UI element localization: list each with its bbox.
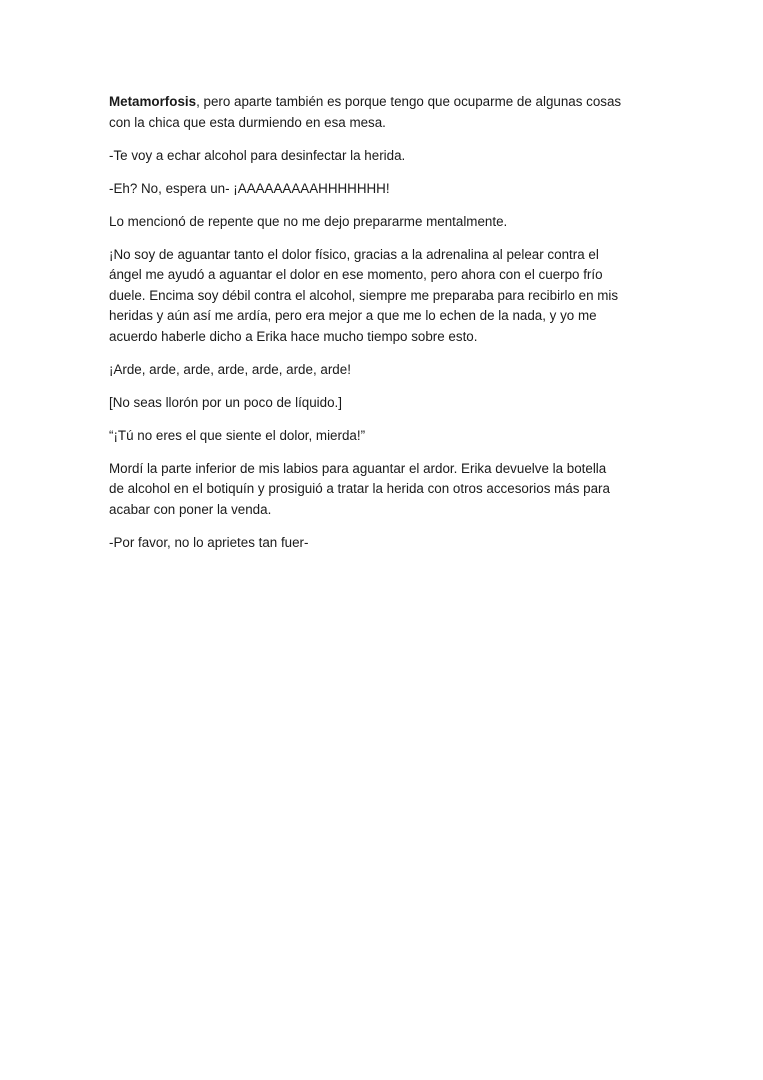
paragraph xyxy=(109,212,659,233)
paragraph xyxy=(109,426,659,447)
paragraph xyxy=(109,92,659,133)
paragraph xyxy=(109,179,659,200)
document-body xyxy=(109,92,659,566)
text-line: Mordí la parte inferior de mis labios para aguantar el ardor. Erika devuelve la botella xyxy=(109,460,607,476)
text-line: [No seas llorón por un poco de líquido.] xyxy=(109,394,342,410)
text-line: ángel me ayudó a aguantar el dolor en ese momento, pero ahora con el cuerpo frío xyxy=(109,267,603,282)
book-title: Metamorfosis xyxy=(109,94,197,109)
paragraph xyxy=(109,393,659,414)
paragraph xyxy=(109,146,659,167)
text-line: Lo mencionó de repente que no me dejo prepararme mentalmente. xyxy=(109,213,508,229)
text-line: acuerdo haberle dicho a Erika hace mucho tiempo sobre esto. xyxy=(109,328,478,344)
line-text: , pero aparte también es porque tengo que ocuparme de algunas cosas xyxy=(196,94,622,109)
paragraph xyxy=(109,245,659,348)
text-line: con la chica que esta durmiendo en esa mesa. xyxy=(109,114,386,130)
text-line xyxy=(109,92,659,113)
paragraph xyxy=(109,533,659,554)
paragraph xyxy=(109,360,659,381)
paragraph xyxy=(109,459,659,521)
text-line: ¡Arde, arde, arde, arde, arde, arde, arde! xyxy=(109,361,351,377)
text-line: acabar con poner la venda. xyxy=(109,501,272,517)
text-line: de alcohol en el botiquín y prosiguió a tratar la herida con otros accesorios más para xyxy=(109,481,610,496)
text-line: -Eh? No, espera un- ¡AAAAAAAAAHHHHHHH! xyxy=(109,180,390,196)
text-line: -Por favor, no lo aprietes tan fuer- xyxy=(109,534,309,550)
text-line: ¡No soy de aguantar tanto el dolor físico, gracias a la adrenalina al pelear contra el xyxy=(109,246,599,262)
text-line: duele. Encima soy débil contra el alcohol, siempre me preparaba para recibirlo en mis xyxy=(109,287,619,303)
text-line: -Te voy a echar alcohol para desinfectar la herida. xyxy=(109,147,406,163)
text-line: heridas y aún así me ardía, pero era mejor a que me lo echen de la nada, y yo me xyxy=(109,308,597,323)
text-line: “¡Tú no eres el que siente el dolor, mierda!” xyxy=(109,427,366,443)
